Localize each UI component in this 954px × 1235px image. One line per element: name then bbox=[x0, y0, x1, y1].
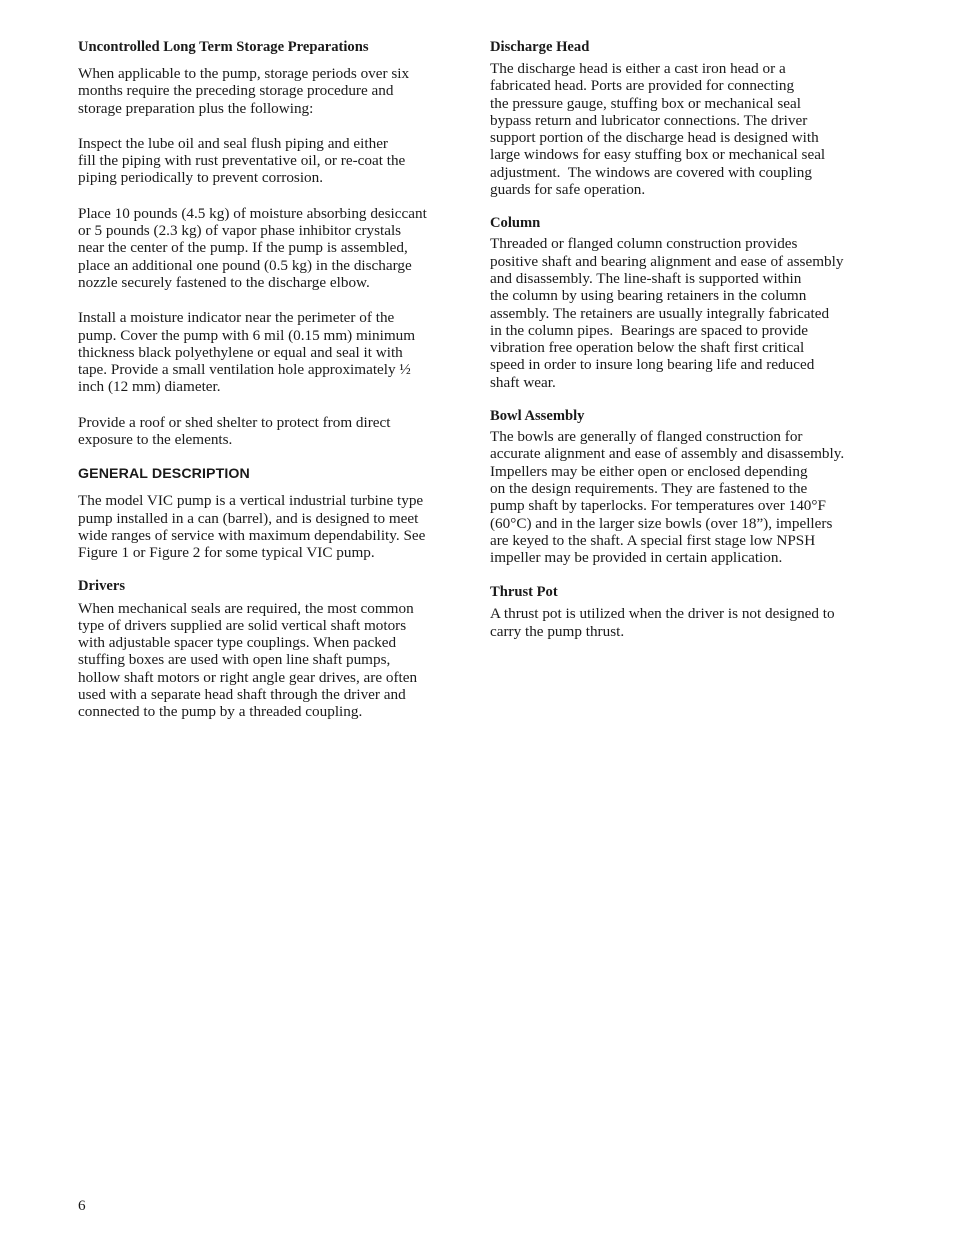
storage-heading: Uncontrolled Long Term Storage Preparations bbox=[78, 39, 369, 55]
text-line: fill the piping with rust preventative oil, or re-coat the bbox=[78, 152, 406, 170]
text-line: Install a moisture indicator near the perimeter of the bbox=[78, 309, 395, 327]
storage-paragraph-5 bbox=[78, 414, 468, 449]
text-line: pump shaft by taperlocks. For temperatures over 140°F bbox=[490, 497, 826, 515]
text-line: fabricated head. Ports are provided for connecting bbox=[490, 77, 795, 95]
text-line: impeller may be provided in certain application. bbox=[490, 549, 783, 567]
text-line: accurate alignment and ease of assembly and disassembly. bbox=[490, 445, 845, 463]
drivers-paragraph bbox=[78, 600, 468, 721]
text-line: A thrust pot is utilized when the driver is not designed to bbox=[490, 605, 835, 623]
text-line: Place 10 pounds (4.5 kg) of moisture absorbing desiccant bbox=[78, 204, 427, 222]
text-line: Figure 1 or Figure 2 for some typical VIC pump. bbox=[78, 544, 375, 562]
text-line: thickness black polyethylene or equal and seal it with bbox=[78, 343, 403, 361]
text-line: the column by using bearing retainers in the column bbox=[490, 287, 807, 305]
text-line: vibration free operation below the shaft first critical bbox=[490, 339, 805, 357]
column-heading: Column bbox=[490, 215, 541, 232]
text-line: Inspect the lube oil and seal flush piping and either bbox=[78, 134, 388, 152]
text-line: carry the pump thrust. bbox=[490, 622, 625, 640]
text-line: are keyed to the shaft. A special first stage low NPSH bbox=[490, 531, 816, 549]
text-line: used with a separate head shaft through the driver and bbox=[78, 686, 406, 704]
text-line: large windows for easy stuffing box or mechanical seal bbox=[490, 146, 826, 164]
text-line: bypass return and lubricator connections. The driver bbox=[490, 111, 808, 129]
storage-paragraph-3 bbox=[78, 205, 468, 291]
text-line: connected to the pump by a threaded coupling. bbox=[78, 703, 363, 721]
storage-paragraph-2 bbox=[78, 135, 468, 187]
text-line: The discharge head is either a cast iron head or a bbox=[490, 60, 786, 77]
text-line: shaft wear. bbox=[490, 373, 556, 391]
discharge-head-paragraph bbox=[490, 60, 885, 198]
text-line: When mechanical seals are required, the most common bbox=[78, 599, 414, 617]
storage-paragraph-4 bbox=[78, 309, 468, 395]
text-line: The bowls are generally of flanged construction for bbox=[490, 428, 803, 446]
text-line: Impellers may be either open or enclosed depending bbox=[490, 462, 808, 480]
text-line: tape. Provide a small ventilation hole approximately ½ bbox=[78, 361, 411, 379]
general-description-paragraph bbox=[78, 492, 468, 561]
text-line: wide ranges of service with maximum dependability. See bbox=[78, 526, 426, 544]
text-line: months require the preceding storage procedure and bbox=[78, 82, 394, 100]
text-line: speed in order to insure long bearing life and reduced bbox=[490, 356, 815, 374]
text-line: When applicable to the pump, storage periods over six bbox=[78, 65, 410, 82]
discharge-head-heading: Discharge Head bbox=[490, 39, 590, 55]
text-line: guards for safe operation. bbox=[490, 181, 646, 199]
text-line: near the center of the pump. If the pump is assembled, bbox=[78, 239, 408, 257]
text-line: inch (12 mm) diameter. bbox=[78, 378, 221, 396]
text-line: pump installed in a can (barrel), and is designed to meet bbox=[78, 509, 419, 527]
text-line: type of drivers supplied are solid vertical shaft motors bbox=[78, 616, 407, 634]
text-line: or 5 pounds (2.3 kg) of vapor phase inhibitor crystals bbox=[78, 222, 402, 240]
text-line: (60°C) and in the larger size bowls (over 18”), impellers bbox=[490, 514, 833, 532]
text-line: on the design requirements. They are fastened to the bbox=[490, 479, 808, 497]
bowl-assembly-heading: Bowl Assembly bbox=[490, 408, 585, 425]
right-column bbox=[490, 38, 885, 640]
text-line: assembly. The retainers are usually integrally fabricated bbox=[490, 304, 830, 322]
text-line: The model VIC pump is a vertical industrial turbine type bbox=[78, 492, 424, 510]
thrust-pot-heading: Thrust Pot bbox=[490, 584, 558, 601]
column-paragraph bbox=[490, 235, 885, 391]
text-line: exposure to the elements. bbox=[78, 431, 233, 449]
text-line: piping periodically to prevent corrosion. bbox=[78, 169, 324, 187]
text-line: storage preparation plus the following: bbox=[78, 99, 314, 117]
drivers-heading: Drivers bbox=[78, 577, 126, 594]
text-line: nozzle securely fastened to the discharge elbow. bbox=[78, 273, 370, 291]
text-line: positive shaft and bearing alignment and ease of assembly bbox=[490, 252, 844, 270]
text-line: support portion of the discharge head is designed with bbox=[490, 129, 819, 147]
text-line: the pressure gauge, stuffing box or mechanical seal bbox=[490, 94, 801, 112]
general-description-heading: GENERAL DESCRIPTION bbox=[78, 466, 250, 483]
thrust-pot-paragraph bbox=[490, 605, 885, 640]
text-line: in the column pipes. Bearings are spaced to provide bbox=[490, 321, 809, 339]
text-line: with adjustable spacer type couplings. When packed bbox=[78, 634, 397, 652]
storage-paragraph-1 bbox=[78, 65, 468, 117]
text-line: and disassembly. The line-shaft is supported within bbox=[490, 269, 802, 287]
text-line: Threaded or flanged column construction provides bbox=[490, 235, 798, 253]
text-line: place an additional one pound (0.5 kg) in the discharge bbox=[78, 256, 412, 274]
text-line: stuffing boxes are used with open line shaft pumps, bbox=[78, 651, 391, 669]
page-number: 6 bbox=[78, 1197, 86, 1214]
left-column bbox=[78, 38, 468, 721]
bowl-assembly-paragraph bbox=[490, 428, 885, 566]
text-line: adjustment. The windows are covered with coupling bbox=[490, 163, 812, 181]
text-line: hollow shaft motors or right angle gear drives, are often bbox=[78, 668, 418, 686]
text-line: Provide a roof or shed shelter to protect from direct bbox=[78, 413, 391, 431]
text-line: pump. Cover the pump with 6 mil (0.15 mm) minimum bbox=[78, 326, 416, 344]
